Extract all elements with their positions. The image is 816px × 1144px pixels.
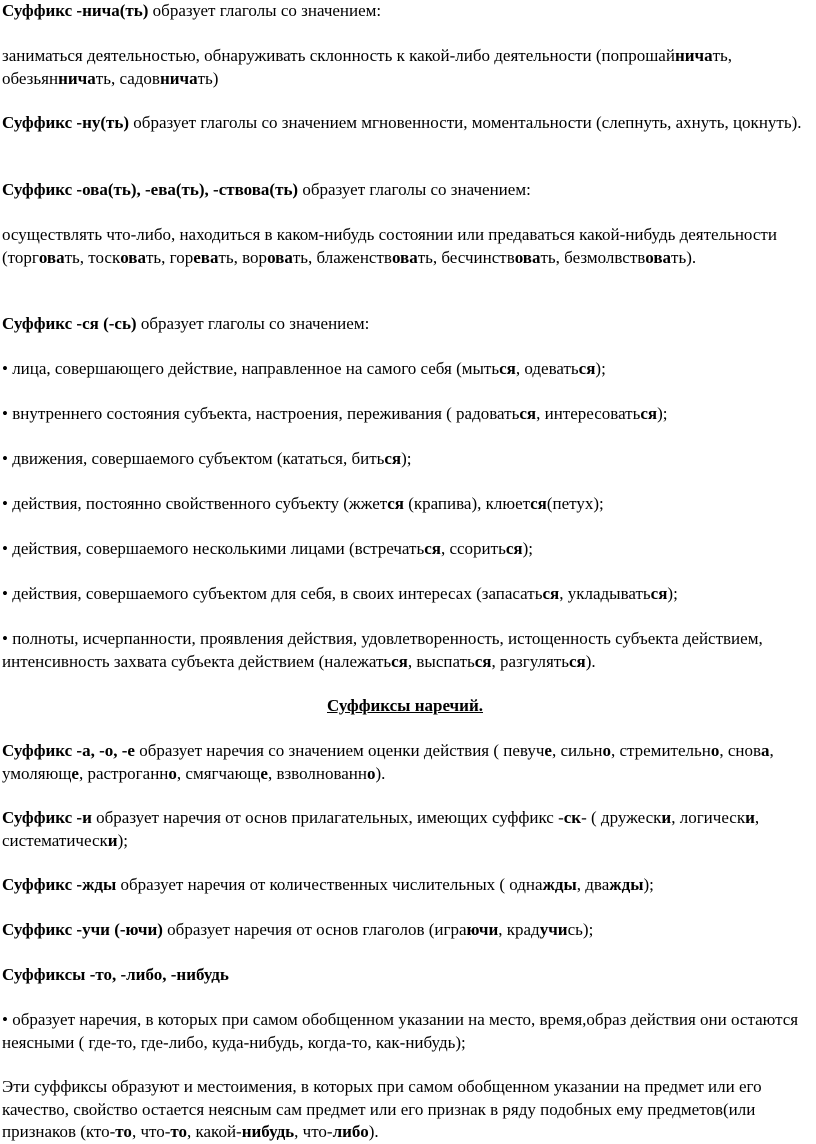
bold-text: нича bbox=[674, 46, 713, 65]
text: образует наречия от основ глаголов (игра bbox=[162, 920, 467, 939]
text: ть, вор bbox=[218, 247, 268, 267]
text: образует глаголы со значением: bbox=[148, 1, 382, 20]
paragraph bbox=[2, 313, 808, 336]
bold-text: ова bbox=[514, 247, 541, 267]
bold-text: Суффикс -ну(ть) bbox=[2, 113, 130, 132]
text: , смягчающ bbox=[176, 763, 261, 783]
bold-text: нича bbox=[159, 68, 198, 88]
bold-text: нича bbox=[58, 68, 96, 88]
text: ть, бесчинств bbox=[417, 247, 515, 267]
text: сь); bbox=[567, 920, 594, 939]
paragraph bbox=[2, 919, 808, 942]
text: ); bbox=[667, 584, 678, 603]
text: , два bbox=[576, 875, 610, 894]
text: , что- bbox=[131, 1122, 171, 1141]
bold-text: ся bbox=[530, 494, 547, 513]
bold-text: нибудь bbox=[241, 1122, 295, 1141]
paragraph bbox=[2, 224, 808, 269]
text: , ссорить bbox=[440, 539, 506, 558]
bold-text: Суффикс -а, -о, -е bbox=[2, 741, 135, 760]
text: (крапива), клюет bbox=[403, 494, 531, 513]
text: образует глаголы со значением: bbox=[298, 180, 531, 199]
text: (петух); bbox=[546, 494, 604, 513]
bold-text: е bbox=[71, 763, 79, 783]
bold-text: ся bbox=[505, 539, 523, 558]
text: ). bbox=[585, 651, 596, 671]
text: ть, безмолвств bbox=[540, 247, 646, 267]
bold-text: ева bbox=[193, 247, 219, 267]
bold-text: жды bbox=[542, 875, 577, 894]
text: • движения, совершаемого субъектом (кататься, бить bbox=[2, 449, 385, 468]
text: , снов bbox=[719, 741, 762, 760]
text: ). bbox=[368, 1122, 379, 1141]
paragraph bbox=[2, 1076, 808, 1144]
section-heading bbox=[2, 695, 808, 718]
bold-text: ова bbox=[38, 247, 65, 267]
text: ); bbox=[117, 830, 128, 850]
text: • образует наречия, в которых при самом обобщенном указании на место, время,образ действия они остаются неясными ( где-то, где-либо, куда-нибудь, когда-то, как-нибудь); bbox=[2, 1010, 799, 1052]
text: , выспать bbox=[407, 651, 475, 671]
bold-text: ся bbox=[578, 359, 596, 378]
text: , сильн bbox=[551, 741, 603, 760]
bold-text: ся bbox=[424, 539, 441, 558]
bold-text: Суффикс -и bbox=[2, 808, 92, 827]
text: ть, обезьян bbox=[2, 46, 733, 88]
bold-text: ся bbox=[387, 494, 404, 513]
bold-text: и bbox=[745, 808, 755, 827]
text: - ( дружеск bbox=[581, 808, 662, 827]
bold-text: Суффикс -нича(ть) bbox=[2, 1, 149, 20]
bold-text: Суффикс -учи (-ючи) bbox=[2, 920, 163, 939]
bold-text: ся bbox=[474, 651, 492, 671]
text: , растроганн bbox=[78, 763, 169, 783]
text: ть) bbox=[197, 68, 219, 88]
text: , систематическ bbox=[2, 808, 760, 850]
text: образует наречия со значением оценки действия ( певуч bbox=[134, 741, 545, 760]
text: , умоляющ bbox=[2, 741, 774, 783]
bold-text: о bbox=[602, 741, 611, 760]
text: , логическ bbox=[671, 808, 746, 827]
bold-text: ся bbox=[650, 584, 668, 603]
bold-text: то bbox=[115, 1122, 132, 1141]
text: , интересовать bbox=[536, 404, 641, 423]
bold-text: ся bbox=[391, 651, 408, 671]
text: • полноты, исчерпанности, проявления действия, удовлетворенность, истощенность субъекта действием, интенсивность захвата субъекта действием (належать bbox=[2, 629, 763, 671]
paragraph bbox=[2, 179, 808, 202]
bold-text: ючи bbox=[466, 920, 499, 939]
bold-text: Суффиксы -то, -либо, -нибудь bbox=[2, 965, 229, 984]
bold-text: Суффикс -ова(ть), -ева(ть), -ствова(ть) bbox=[2, 180, 299, 199]
text: ть). bbox=[671, 247, 697, 267]
text: ); bbox=[643, 875, 654, 894]
bold-text: ова bbox=[645, 247, 672, 267]
text: ть, тоск bbox=[64, 247, 121, 267]
paragraph bbox=[2, 0, 808, 23]
bold-text: о bbox=[168, 763, 177, 783]
bold-text: либо bbox=[332, 1122, 369, 1141]
text: осуществлять что-либо, находиться в каком-нибудь состоянии или предаваться какой-нибудь деятельности (торг bbox=[2, 225, 777, 267]
text: образует наречия от количественных числительных ( одна bbox=[116, 875, 543, 894]
paragraph bbox=[2, 583, 808, 606]
text: образует наречия от основ прилагательных, имеющих суффикс - bbox=[91, 808, 564, 827]
text: ть, садов bbox=[95, 68, 160, 88]
text: ть, блаженств bbox=[292, 247, 392, 267]
bold-text: ся bbox=[542, 584, 560, 603]
text: • внутреннего состояния субъекта, настроения, переживания ( радовать bbox=[2, 404, 520, 423]
paragraph bbox=[2, 403, 808, 426]
text: ); bbox=[401, 449, 412, 468]
bold-text: о bbox=[710, 741, 720, 760]
bold-text: ск bbox=[563, 808, 582, 827]
text: Эти суффиксы образуют и местоимения, в которых при самом обобщенном указании на предмет или его качество, свойство остается неясным сам предмет или его признак в ряду подобных ему предметов(или признаков (кто- bbox=[2, 1077, 762, 1141]
paragraph bbox=[2, 358, 808, 381]
paragraph bbox=[2, 538, 808, 561]
bold-text: и bbox=[661, 808, 672, 827]
text: заниматься деятельностью, обнаруживать склонность к какой-либо деятельности (попрошай bbox=[2, 46, 675, 65]
text: , разгулять bbox=[491, 651, 569, 671]
bold-text: е bbox=[544, 741, 552, 760]
text: ). bbox=[375, 763, 386, 783]
bold-text: ова bbox=[267, 247, 293, 267]
text: , взволнованн bbox=[267, 763, 367, 783]
paragraph bbox=[2, 740, 808, 785]
text: • действия, совершаемого субъектом для себя, в своих интересах (запасать bbox=[2, 584, 543, 603]
bold-text: ова bbox=[391, 247, 418, 267]
bold-text: учи bbox=[539, 920, 568, 939]
text: , одевать bbox=[515, 359, 579, 378]
paragraph bbox=[2, 964, 808, 987]
text: , крад bbox=[498, 920, 540, 939]
paragraph bbox=[2, 493, 808, 516]
bold-text: ова bbox=[120, 247, 146, 267]
text: ); bbox=[595, 359, 606, 378]
text: , что- bbox=[294, 1122, 333, 1141]
paragraph bbox=[2, 112, 808, 135]
text: , укладывать bbox=[559, 584, 651, 603]
bold-text: жды bbox=[609, 875, 644, 894]
text: • действия, совершаемого несколькими лицами (встречать bbox=[2, 539, 425, 558]
text: образует глаголы со значением мгновенности, моментальности (слепнуть, ахнуть, цокнуть). bbox=[129, 113, 802, 132]
text: , стремительн bbox=[610, 741, 711, 760]
bold-text: то bbox=[170, 1122, 187, 1141]
text: , какой- bbox=[187, 1122, 242, 1141]
paragraph bbox=[2, 448, 808, 471]
text: образует глаголы со значением: bbox=[136, 314, 370, 333]
paragraph bbox=[2, 807, 808, 852]
paragraph bbox=[2, 628, 808, 673]
bold-text: а bbox=[761, 741, 770, 760]
paragraph bbox=[2, 874, 808, 897]
bold-text: ся bbox=[499, 359, 516, 378]
bold-text: ся bbox=[640, 404, 658, 423]
bold-text: ся bbox=[569, 651, 586, 671]
paragraph bbox=[2, 1009, 808, 1054]
bold-text: о bbox=[367, 763, 376, 783]
bold-text: Суффиксы наречий. bbox=[327, 696, 483, 715]
text: • действия, постоянно свойственного субъекту (жжет bbox=[2, 494, 388, 513]
text: ); bbox=[657, 404, 668, 423]
text: ть, гор bbox=[146, 247, 194, 267]
bold-text: и bbox=[107, 830, 118, 850]
bold-text: Суффикс -ся (-сь) bbox=[2, 314, 137, 333]
bold-text: е bbox=[260, 763, 268, 783]
text: ); bbox=[522, 539, 533, 558]
bold-text: ся bbox=[384, 449, 402, 468]
bold-text: Суффикс -жды bbox=[2, 875, 117, 894]
paragraph bbox=[2, 45, 808, 90]
bold-text: ся bbox=[519, 404, 537, 423]
text: • лица, совершающего действие, направленное на самого себя (мыть bbox=[2, 359, 500, 378]
